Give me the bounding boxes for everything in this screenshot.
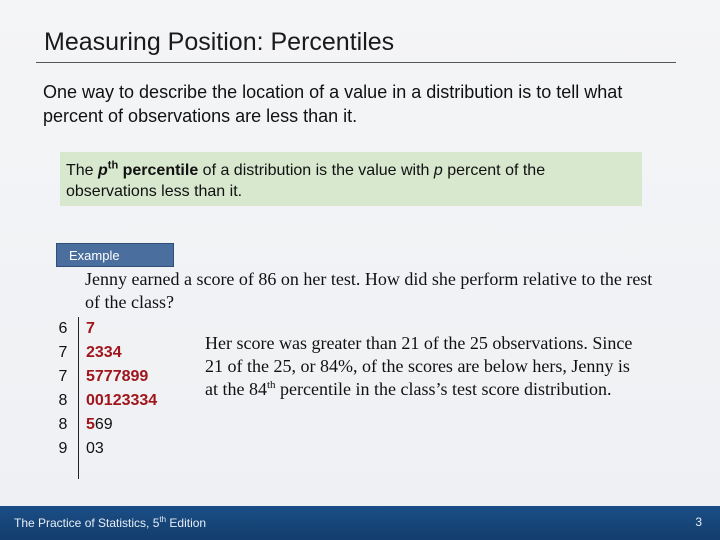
leaf-values	[86, 413, 113, 437]
stem-value: 9	[58, 440, 68, 457]
leaf-highlight: 2334	[86, 344, 122, 361]
leaf-highlight: 5	[86, 416, 95, 433]
definition-box	[60, 152, 642, 206]
stem-value: 7	[58, 368, 68, 385]
footer-bar	[0, 506, 720, 540]
leaf-highlight: 00123334	[86, 392, 158, 409]
footer-book-prefix: The Practice of Statistics, 5	[14, 516, 160, 530]
definition-middle: of a distribution is the value with	[198, 162, 434, 179]
leaf-rest: 69	[94, 416, 113, 433]
definition-prefix: The	[66, 162, 99, 179]
definition-p-italic: p	[433, 162, 443, 179]
leaf-values	[86, 317, 95, 341]
definition-term	[98, 159, 199, 179]
intro-text: One way to describe the location of a value in a distribution is to tell what percent of observations are less than it.	[43, 82, 623, 126]
leaf-highlight: 7	[86, 320, 95, 337]
page-number: 3	[695, 515, 702, 529]
title-underline	[36, 62, 676, 63]
stem-value: 8	[58, 392, 68, 409]
leaf-values	[86, 365, 148, 389]
example-question: Jenny earned a score of 86 on her test. How did she perform relative to the rest of the class?	[85, 269, 653, 312]
footer-book-title	[14, 515, 206, 530]
definition-term-p: p	[98, 162, 108, 179]
definition-term-sup: th	[107, 159, 119, 172]
stem-value: 7	[58, 344, 68, 361]
leaf-values	[86, 389, 157, 413]
definition-term-word: percentile	[118, 162, 199, 179]
leaf-highlight: 5777899	[86, 368, 149, 385]
stemplot-divider	[78, 317, 79, 479]
stem-value: 8	[58, 416, 68, 433]
leaf-values	[86, 341, 122, 365]
example-answer	[205, 332, 645, 401]
leaf-values	[86, 437, 104, 461]
example-tab: Example	[56, 243, 174, 267]
definition-suffix: percent of the observations less than it.	[66, 162, 546, 200]
stem-value: 6	[58, 320, 68, 337]
footer-book-sup: th	[159, 515, 167, 524]
answer-part2: percentile in the class’s test score distribution.	[275, 379, 612, 399]
answer-part1: Her score was greater than 21 of the 25 observations. Since 21 of the 25, or 84%, of the scores are below hers, Jenny is at the 84	[205, 333, 633, 399]
footer-book-suffix: Edition	[166, 516, 207, 530]
leaf-rest: 03	[86, 440, 104, 457]
answer-sup: th	[266, 379, 276, 391]
slide-title: Measuring Position: Percentiles	[44, 28, 395, 56]
